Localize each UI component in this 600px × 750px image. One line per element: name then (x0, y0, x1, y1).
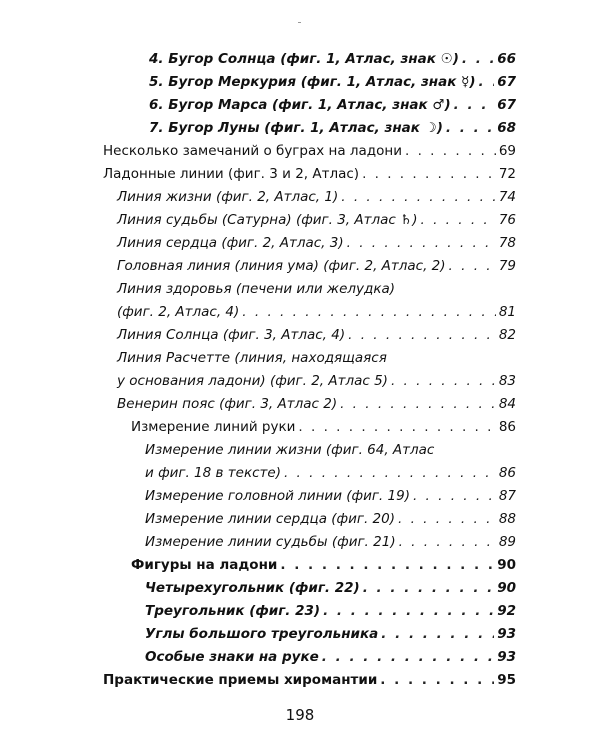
toc-entry-text: Линия судьбы (Сатурна) (фиг. 3, Атлас ♄) (117, 212, 418, 228)
toc-entry (145, 485, 516, 507)
toc-entry (117, 255, 516, 277)
toc-entry (145, 531, 516, 553)
toc-page-number: 95 (497, 672, 516, 688)
toc-leader (454, 94, 495, 116)
toc-entry-text: Головная линия (линия ума) (фиг. 2, Атлас, 2) (117, 258, 446, 274)
toc-entry-text: Углы большого треугольника (145, 626, 379, 642)
toc-page-number: 86 (498, 419, 516, 435)
page-number-footer: 198 (285, 706, 315, 724)
toc-leader (280, 554, 494, 576)
toc-entry (145, 577, 516, 599)
toc-entry-text: (фиг. 2, Атлас, 4) (117, 304, 240, 320)
toc-entry-text: 4. Бугор Солнца (фиг. 1, Атлас, знак ☉) (149, 51, 459, 67)
toc-leader (347, 232, 496, 254)
toc-page-number: 86 (498, 465, 516, 481)
toc-entry-text: у основания ладони) (фиг. 2, Атлас 5) (117, 373, 388, 389)
toc-entry (145, 508, 516, 530)
toc-leader (405, 140, 496, 162)
toc-page-number: 93 (497, 649, 516, 665)
toc-entry-text: Линия Расчетте (линия, находящаяся (117, 350, 387, 366)
toc-page-number: 87 (498, 488, 516, 504)
toc-leader (323, 600, 494, 622)
toc-entry-text: Измерение линии сердца (фиг. 20) (145, 511, 395, 527)
toc-entry (117, 324, 516, 346)
toc-entry (149, 48, 516, 70)
toc-entry (145, 623, 516, 645)
toc-leader (242, 301, 496, 323)
toc-leader (420, 209, 495, 231)
toc-entry-text: Ладонные линии (фиг. 3 и 2, Атлас) (103, 166, 360, 182)
toc-entry-text: Измерение линий руки (131, 419, 296, 435)
toc-page-number: 88 (498, 511, 516, 527)
toc-leader (413, 485, 496, 507)
toc-leader (381, 623, 494, 645)
toc-leader (391, 370, 496, 392)
toc-entry-text: Фигуры на ладони (131, 557, 278, 573)
toc-leader (462, 48, 494, 70)
toc-page-number: 83 (498, 373, 516, 389)
toc-entry-text: и фиг. 18 в тексте) (145, 465, 281, 481)
toc-entry-text: Треугольник (фиг. 23) (145, 603, 321, 619)
toc-leader (341, 186, 496, 208)
toc-entry-text: Несколько замечаний о буграх на ладони (103, 143, 403, 159)
toc-entry (117, 301, 516, 323)
toc-leader (284, 462, 496, 484)
toc-page-number: 82 (498, 327, 516, 343)
toc-page-number: 67 (497, 74, 516, 90)
toc-entry (103, 140, 516, 162)
toc-page-number: 90 (497, 580, 516, 596)
toc-page-number: 92 (497, 603, 516, 619)
toc-entry-line (117, 278, 516, 300)
toc-leader (399, 531, 496, 553)
toc-entry (145, 600, 516, 622)
toc-entry-line (117, 347, 516, 369)
toc-leader (380, 669, 494, 691)
toc-page-number: 68 (497, 120, 516, 136)
toc-entry (145, 462, 516, 484)
toc-leader (362, 163, 496, 185)
toc-page-number: 90 (497, 557, 516, 573)
toc-entry-text: Измерение головной линии (фиг. 19) (145, 488, 410, 504)
toc-page-number: 89 (498, 534, 516, 550)
toc-page-number: 74 (498, 189, 516, 205)
toc-entry (117, 370, 516, 392)
toc-entry (117, 232, 516, 254)
toc-entry-text: Линия сердца (фиг. 2, Атлас, 3) (117, 235, 344, 251)
toc-entry (117, 209, 516, 231)
toc-entry-text: Практические приемы хиромантии (103, 672, 378, 688)
toc-entry (103, 669, 516, 691)
toc-entry (149, 94, 516, 116)
toc-entry-text: 7. Бугор Луны (фиг. 1, Атлас, знак ☽) (149, 120, 443, 136)
toc-page-number: 66 (497, 51, 516, 67)
toc-entry-text: Линия здоровья (печени или желудка) (117, 281, 396, 297)
toc-entry-text: Линия жизни (фиг. 2, Атлас, 1) (117, 189, 339, 205)
toc-entry (131, 416, 516, 438)
toc-leader (298, 416, 495, 438)
toc-page-number: 78 (498, 235, 516, 251)
toc-page-number: 67 (497, 97, 516, 113)
toc-entry (117, 393, 516, 415)
toc-entry-text: Измерение линии судьбы (фиг. 21) (145, 534, 396, 550)
toc-entry (145, 646, 516, 668)
toc-page-number: 93 (497, 626, 516, 642)
toc-entry (103, 163, 516, 185)
toc-entry-text: 5. Бугор Меркурия (фиг. 1, Атлас, знак ☿) (149, 74, 476, 90)
print-mark (298, 22, 301, 23)
toc-leader (449, 255, 496, 277)
toc-entry-line (145, 439, 516, 461)
toc-leader (348, 324, 496, 346)
toc-page-number: 79 (498, 258, 516, 274)
toc-entry-text: Измерение линии жизни (фиг. 64, Атлас (145, 442, 435, 458)
toc-page-number: 76 (498, 212, 516, 228)
toc-leader (340, 393, 496, 415)
toc-entry-text: Четырехугольник (фиг. 22) (145, 580, 360, 596)
toc-leader (446, 117, 494, 139)
toc-page-number: 72 (498, 166, 516, 182)
toc-entry-text: Линия Солнца (фиг. 3, Атлас, 4) (117, 327, 346, 343)
toc-page-number: 69 (498, 143, 516, 159)
toc-entry (149, 117, 516, 139)
toc-entry-text: Особые знаки на руке (145, 649, 319, 665)
toc-entry (131, 554, 516, 576)
toc-entry-text: Венерин пояс (фиг. 3, Атлас 2) (117, 396, 338, 412)
toc-entry-text: 6. Бугор Марса (фиг. 1, Атлас, знак ♂) (149, 97, 451, 113)
toc-entry (149, 71, 516, 93)
toc-entry (117, 186, 516, 208)
toc-leader (479, 71, 495, 93)
toc-page-number: 84 (498, 396, 516, 412)
toc-page-number: 81 (498, 304, 516, 320)
toc-leader (398, 508, 496, 530)
toc-leader (363, 577, 495, 599)
toc-leader (322, 646, 494, 668)
